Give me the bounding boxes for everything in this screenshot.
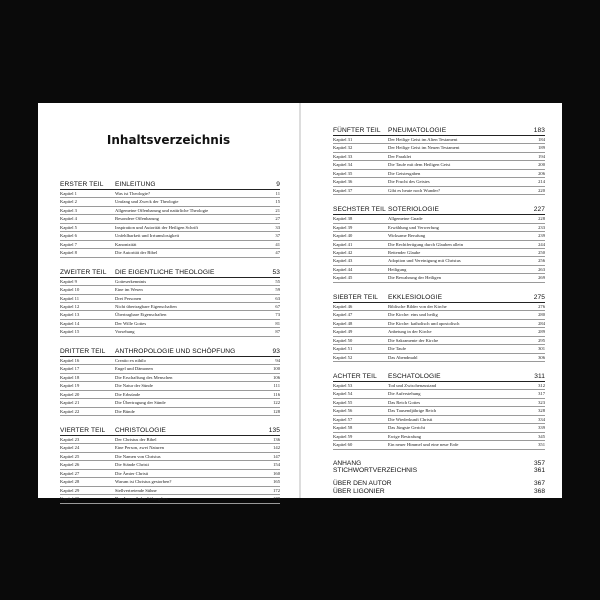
back-matter-entry: [333, 460, 545, 467]
chapter-title: Das Reich Gottes: [388, 399, 421, 405]
chapter-row: [60, 382, 280, 390]
chapter-number: Kapitel 34: [333, 162, 353, 168]
chapter-row: [333, 170, 545, 178]
chapter-row: [333, 345, 545, 353]
book-spread: [38, 103, 562, 502]
chapter-page: 276: [538, 303, 545, 309]
chapter-title: Das Abendmahl: [388, 354, 418, 360]
part-spacer: [60, 258, 280, 269]
chapter-page: 263: [538, 266, 545, 272]
chapter-row: [333, 241, 545, 249]
chapter-title: Das Ausmaß des Sühnopfers: [115, 496, 168, 502]
chapter-number: Kapitel 51: [333, 346, 353, 352]
chapter-title: Kanonizität: [115, 241, 137, 247]
chapter-title: Der Heilige Geist im Neuen Testament: [388, 145, 460, 151]
chapter-title: Das Tausendjährige Reich: [388, 408, 437, 414]
chapter-number: Kapitel 37: [333, 187, 353, 193]
part-title: SOTERIOLOGIE: [388, 206, 440, 214]
chapter-page: 280: [538, 312, 545, 318]
chapter-page: 295: [538, 337, 545, 343]
chapter-number: Kapitel 10: [60, 287, 80, 293]
chapter-row: [60, 478, 280, 486]
chapter-number: Kapitel 1: [60, 191, 77, 196]
part-heading: [333, 373, 545, 382]
chapter-row: [60, 311, 280, 319]
chapter-number: Kapitel 15: [60, 329, 80, 335]
chapter-page: 33: [275, 224, 280, 230]
chapter-title: Die Sakramente der Kirche: [388, 337, 439, 343]
chapter-title: Ein neuer Himmel und eine neue Erde: [388, 442, 459, 448]
part-title: EINLEITUNG: [115, 181, 156, 188]
chapter-number: Kapitel 3: [60, 207, 77, 213]
part-heading: [60, 348, 280, 357]
toc-title: Inhaltsverzeichnis: [106, 133, 231, 147]
chapter-row: [333, 354, 545, 362]
chapter-number: Kapitel 16: [60, 357, 80, 363]
chapter-page: 233: [538, 224, 545, 230]
part-number: ERSTER TEIL: [60, 181, 104, 188]
chapter-row: [60, 399, 280, 407]
chapter-row: [60, 461, 280, 469]
back-matter-title: ÜBER DEN AUTOR: [333, 480, 392, 488]
chapter-page: 214: [538, 179, 545, 185]
chapter-number: Kapitel 32: [333, 145, 353, 151]
part-title: ESCHATOLOGIE: [388, 372, 441, 380]
chapter-row: [60, 444, 280, 452]
chapter-number: Kapitel 39: [333, 224, 353, 230]
chapter-page: 284: [538, 320, 545, 326]
chapter-title: Warum ist Christus gestorben?: [115, 479, 172, 485]
chapter-row: [333, 215, 545, 223]
chapter-row: [60, 357, 280, 365]
chapter-page: 200: [538, 162, 545, 168]
chapter-row: [333, 187, 545, 195]
chapter-title: Die Kirche: katholisch und apostolisch: [388, 320, 460, 326]
chapter-page: 116: [273, 391, 280, 397]
back-matter-page: 357: [533, 459, 545, 467]
chapter-title: Die Wiederkunft Christi: [388, 416, 433, 422]
chapter-title: Die Übertragung der Sünde: [115, 400, 166, 406]
part-number: SIEBTER TEIL: [333, 293, 379, 301]
chapter-number: Kapitel 13: [60, 312, 80, 318]
part-heading: [333, 294, 545, 303]
chapter-row: [333, 266, 545, 274]
chapter-row: [60, 190, 280, 198]
chapter-number: Kapitel 54: [333, 391, 353, 397]
chapter-row: [60, 470, 280, 478]
chapter-page: 63: [275, 295, 280, 301]
chapter-row: [60, 408, 280, 416]
chapter-number: Kapitel 26: [60, 462, 80, 468]
chapter-title: Erwählung und Verwerfung: [388, 224, 439, 230]
chapter-row: [333, 399, 545, 407]
chapter-page: 239: [538, 233, 545, 239]
chapter-number: Kapitel 48: [333, 320, 353, 326]
chapter-number: Kapitel 28: [60, 479, 80, 485]
chapter-row: [60, 224, 280, 232]
chapter-row: [60, 303, 280, 311]
chapter-number: Kapitel 50: [333, 337, 353, 343]
chapter-page: 289: [538, 329, 545, 335]
toc-left: [60, 181, 280, 504]
chapter-row: [333, 424, 545, 432]
chapter-number: Kapitel 22: [60, 408, 80, 414]
chapter-row: [60, 320, 280, 328]
chapter-title: Die Bewahrung der Heiligen: [388, 275, 441, 281]
chapter-page: 41: [275, 241, 280, 247]
chapter-page: 220: [538, 187, 545, 193]
part-number: DRITTER TEIL: [60, 347, 106, 355]
chapter-title: Ewige Bestrafung: [388, 433, 422, 439]
chapter-row: [60, 241, 280, 249]
part-heading: [60, 427, 280, 436]
chapter-number: Kapitel 31: [333, 137, 353, 142]
chapter-page: 323: [538, 399, 545, 405]
chapter-number: Kapitel 6: [60, 233, 77, 239]
part-number: ACHTER TEIL: [333, 372, 377, 380]
chapter-title: Vorsehung: [115, 329, 135, 335]
chapter-number: Kapitel 56: [333, 408, 353, 414]
chapter-number: Kapitel 7: [60, 241, 77, 247]
part-title: DIE EIGENTLICHE THEOLOGIE: [115, 268, 215, 276]
chapter-title: Das Jüngste Gericht: [388, 425, 425, 431]
chapter-page: 67: [275, 303, 280, 309]
chapter-number: Kapitel 42: [333, 249, 353, 255]
chapter-page: 11: [275, 191, 280, 196]
chapter-title: Die Taufe mit dem Heiligen Geist: [388, 162, 451, 168]
chapter-page: 81: [275, 320, 280, 326]
part-spacer: [60, 337, 280, 348]
chapter-row: [333, 441, 545, 449]
chapter-row: [333, 311, 545, 319]
back-matter-title: STICHWORTVERZEICHNIS: [333, 467, 418, 474]
part-title: ANTHROPOLOGIE UND SCHÖPFUNG: [115, 347, 236, 355]
chapter-number: Kapitel 35: [333, 170, 353, 176]
chapter-page: 136: [273, 436, 280, 442]
chapter-number: Kapitel 49: [333, 329, 353, 335]
chapter-title: Rettender Glaube: [388, 249, 421, 255]
chapter-title: Allgemeine Gnade: [388, 216, 423, 222]
chapter-title: Die Auferstehung: [388, 391, 421, 397]
chapter-title: Die Erbsünde: [115, 391, 141, 397]
chapter-page: 15: [275, 199, 280, 205]
part-page: 311: [534, 372, 545, 380]
chapter-title: Inspiration und Autorität der Heiligen Schrift: [115, 224, 199, 230]
part-number: ZWEITER TEIL: [60, 268, 107, 276]
part-page: 183: [533, 127, 545, 134]
chapter-title: Biblische Bilder von der Kirche: [388, 303, 447, 309]
chapter-row: [333, 224, 545, 232]
chapter-title: Der Christus der Bibel: [115, 436, 157, 442]
toc-right: [333, 127, 545, 495]
chapter-page: 306: [538, 354, 545, 360]
chapter-number: Kapitel 11: [60, 295, 80, 301]
chapter-number: Kapitel 30: [60, 496, 80, 502]
chapter-number: Kapitel 25: [60, 453, 80, 459]
chapter-page: 47: [275, 250, 280, 256]
chapter-row: [333, 232, 545, 240]
chapter-title: Wirksame Berufung: [388, 233, 426, 239]
chapter-number: Kapitel 59: [333, 433, 353, 439]
chapter-title: Die Rechtfertigung durch Glauben allein: [388, 241, 464, 247]
chapter-page: 154: [273, 462, 280, 468]
chapter-row: [60, 198, 280, 206]
back-matter-page: 361: [533, 467, 545, 474]
chapter-number: Kapitel 53: [333, 382, 353, 388]
chapter-page: 184: [538, 137, 545, 142]
part-spacer: [333, 195, 545, 206]
chapter-number: Kapitel 47: [333, 312, 353, 318]
chapter-title: Unfehlbarkeit und Irrtumslosigkeit: [115, 233, 180, 239]
chapter-title: Die Namen von Christus: [115, 453, 161, 459]
chapter-row: [60, 328, 280, 336]
chapter-number: Kapitel 57: [333, 416, 353, 422]
chapter-number: Kapitel 4: [60, 216, 77, 222]
part-page: 135: [268, 426, 280, 434]
chapter-row: [333, 249, 545, 257]
chapter-title: Eine im Wesen: [115, 287, 143, 293]
part-title: PNEUMATOLOGIE: [388, 127, 447, 134]
chapter-number: Kapitel 18: [60, 374, 80, 380]
chapter-page: 100: [273, 366, 280, 372]
chapter-row: [60, 487, 280, 495]
chapter-page: 328: [538, 408, 545, 414]
chapter-row: [333, 328, 545, 336]
chapter-page: 106: [273, 374, 280, 380]
chapter-number: Kapitel 29: [60, 487, 80, 493]
chapter-row: [333, 153, 545, 161]
chapter-title: Der Heilige Geist im Alten Testament: [388, 137, 458, 142]
chapter-page: 111: [273, 383, 280, 389]
chapter-page: 59: [275, 287, 280, 293]
chapter-row: [333, 144, 545, 152]
chapter-number: Kapitel 2: [60, 199, 77, 205]
chapter-page: 122: [273, 400, 280, 406]
chapter-page: 317: [538, 391, 545, 397]
chapter-page: 351: [538, 442, 545, 448]
chapter-page: 21: [275, 207, 280, 213]
chapter-number: Kapitel 44: [333, 266, 353, 272]
chapter-title: Adoption und Vereinigung mit Christus: [388, 258, 461, 264]
chapter-number: Kapitel 5: [60, 224, 77, 230]
chapter-row: [60, 286, 280, 294]
chapter-page: 256: [538, 258, 545, 264]
chapter-title: Gibt es heute noch Wunder?: [388, 187, 441, 193]
chapter-row: [60, 249, 280, 257]
chapter-number: Kapitel 60: [333, 442, 353, 448]
chapter-title: Der Paraklet: [388, 153, 412, 159]
chapter-row: [333, 382, 545, 390]
chapter-number: Kapitel 14: [60, 320, 80, 326]
chapter-page: 228: [538, 216, 545, 222]
chapter-row: [60, 365, 280, 373]
back-matter-page: 367: [533, 480, 545, 488]
chapter-page: 301: [538, 346, 545, 352]
chapter-row: [333, 161, 545, 169]
chapter-title: Die Geistesgaben: [388, 170, 421, 176]
chapter-page: 312: [538, 382, 545, 388]
chapter-title: Creatio ex nihilo: [115, 357, 146, 363]
part-title: CHRISTOLOGIE: [115, 426, 166, 434]
chapter-title: Engel und Dämonen: [115, 366, 153, 372]
chapter-row: [333, 320, 545, 328]
part-page: 9: [276, 181, 280, 188]
chapter-number: Kapitel 33: [333, 153, 353, 159]
chapter-page: 189: [538, 145, 545, 151]
back-matter-entry: [333, 480, 545, 487]
chapter-page: 172: [273, 487, 280, 493]
chapter-title: Umfang und Zweck der Theologie: [115, 199, 179, 205]
chapter-page: 87: [275, 329, 280, 335]
chapter-row: [60, 278, 280, 286]
chapter-row: [60, 207, 280, 215]
back-matter-entry: [333, 488, 545, 495]
back-matter: [333, 460, 545, 496]
chapter-page: 160: [273, 470, 280, 476]
chapter-title: Besondere Offenbarung: [115, 216, 159, 222]
chapter-number: Kapitel 9: [60, 278, 77, 284]
part-page: 53: [272, 268, 280, 276]
chapter-number: Kapitel 27: [60, 470, 80, 476]
chapter-number: Kapitel 52: [333, 354, 353, 360]
chapter-title: Gotteserkenntnis: [115, 278, 147, 284]
chapter-row: [333, 274, 545, 282]
chapter-title: Die Taufe: [388, 346, 407, 352]
part-spacer: [60, 416, 280, 427]
chapter-title: Die Bünde: [115, 408, 135, 414]
chapter-row: [60, 495, 280, 503]
chapter-title: Stellvertretende Sühne: [115, 487, 157, 493]
back-matter-title: ANHANG: [333, 459, 362, 467]
chapter-title: Allgemeine Offenbarung und natürliche Theologie: [115, 207, 209, 213]
chapter-row: [60, 295, 280, 303]
chapter-number: Kapitel 58: [333, 425, 353, 431]
chapter-number: Kapitel 43: [333, 258, 353, 264]
part-page: 227: [533, 206, 545, 214]
chapter-page: 269: [538, 275, 545, 281]
chapter-title: Tod und Zwischenzustand: [388, 382, 437, 388]
part-title: EKKLESIOLOGIE: [388, 293, 443, 301]
chapter-title: Die Erschaffung des Menschen: [115, 374, 173, 380]
chapter-page: 206: [538, 170, 545, 176]
chapter-number: Kapitel 24: [60, 445, 80, 451]
chapter-page: 244: [538, 241, 545, 247]
chapter-number: Kapitel 17: [60, 366, 80, 372]
chapter-page: 250: [538, 249, 545, 255]
chapter-page: 142: [273, 445, 280, 451]
chapter-page: 94: [275, 357, 280, 363]
chapter-number: Kapitel 20: [60, 391, 80, 397]
chapter-number: Kapitel 8: [60, 250, 77, 256]
chapter-title: Die Autorität der Bibel: [115, 250, 158, 256]
back-matter-page: 368: [533, 487, 545, 495]
chapter-row: [333, 178, 545, 186]
part-heading: [60, 181, 280, 190]
chapter-page: 147: [273, 453, 280, 459]
chapter-row: [60, 215, 280, 223]
chapter-row: [333, 390, 545, 398]
chapter-row: [60, 391, 280, 399]
chapter-page: 339: [538, 425, 545, 431]
chapter-number: Kapitel 36: [333, 179, 353, 185]
chapter-row: [333, 407, 545, 415]
chapter-number: Kapitel 41: [333, 241, 353, 247]
chapter-row: [333, 303, 545, 311]
left-page: [38, 103, 299, 502]
chapter-page: 37: [275, 233, 280, 239]
back-matter-entry: [333, 467, 545, 474]
chapter-row: [60, 436, 280, 444]
chapter-row: [333, 416, 545, 424]
chapter-title: Was ist Theologie?: [115, 191, 151, 196]
part-page: 93: [272, 347, 280, 355]
chapter-row: [333, 337, 545, 345]
chapter-number: Kapitel 38: [333, 216, 353, 222]
chapter-title: Die Stände Christi: [115, 462, 149, 468]
right-page: [301, 103, 562, 498]
chapter-number: Kapitel 55: [333, 399, 353, 405]
chapter-row: [60, 374, 280, 382]
chapter-page: 27: [275, 216, 280, 222]
chapter-title: Anbetung in der Kirche: [388, 329, 432, 335]
part-heading: [60, 269, 280, 278]
chapter-title: Der Wille Gottes: [115, 320, 147, 326]
chapter-title: Nicht übertragbare Eigenschaften: [115, 303, 177, 309]
part-heading: [333, 127, 545, 136]
part-number: SECHSTER TEIL: [333, 206, 386, 214]
chapter-page: 128: [273, 408, 280, 414]
chapter-number: Kapitel 40: [333, 233, 353, 239]
chapter-page: 194: [538, 153, 545, 159]
chapter-number: Kapitel 45: [333, 275, 353, 281]
part-page: 275: [533, 293, 545, 301]
part-spacer: [333, 283, 545, 294]
chapter-number: Kapitel 12: [60, 303, 80, 309]
chapter-row: [60, 232, 280, 240]
chapter-page: 334: [538, 416, 545, 422]
part-spacer: [333, 362, 545, 373]
chapter-row: [333, 136, 545, 144]
chapter-title: Heiligung: [388, 266, 407, 272]
chapter-title: Die Kirche: eins und heilig: [388, 312, 438, 318]
chapter-row: [333, 257, 545, 265]
chapter-number: Kapitel 21: [60, 400, 80, 406]
chapter-page: 73: [275, 312, 280, 318]
chapter-title: Übertragbare Eigenschaften: [115, 312, 167, 318]
chapter-page: 178: [273, 496, 280, 502]
chapter-row: [333, 433, 545, 441]
chapter-page: 55: [275, 278, 280, 284]
chapter-title: Die Frucht des Geistes: [388, 179, 430, 185]
chapter-number: Kapitel 23: [60, 436, 80, 442]
chapter-number: Kapitel 19: [60, 383, 80, 389]
part-heading: [333, 206, 545, 215]
part-number: FÜNFTER TEIL: [333, 127, 381, 134]
part-number: VIERTER TEIL: [60, 426, 106, 434]
chapter-number: Kapitel 46: [333, 303, 353, 309]
chapter-title: Eine Person, zwei Naturen: [115, 445, 164, 451]
chapter-title: Die Ämter Christi: [115, 470, 149, 476]
chapter-title: Drei Personen: [115, 295, 142, 301]
chapter-page: 165: [273, 479, 280, 485]
chapter-page: 345: [538, 433, 545, 439]
chapter-title: Die Natur der Sünde: [115, 383, 153, 389]
back-matter-title: ÜBER LIGONIER: [333, 487, 385, 495]
chapter-row: [60, 453, 280, 461]
